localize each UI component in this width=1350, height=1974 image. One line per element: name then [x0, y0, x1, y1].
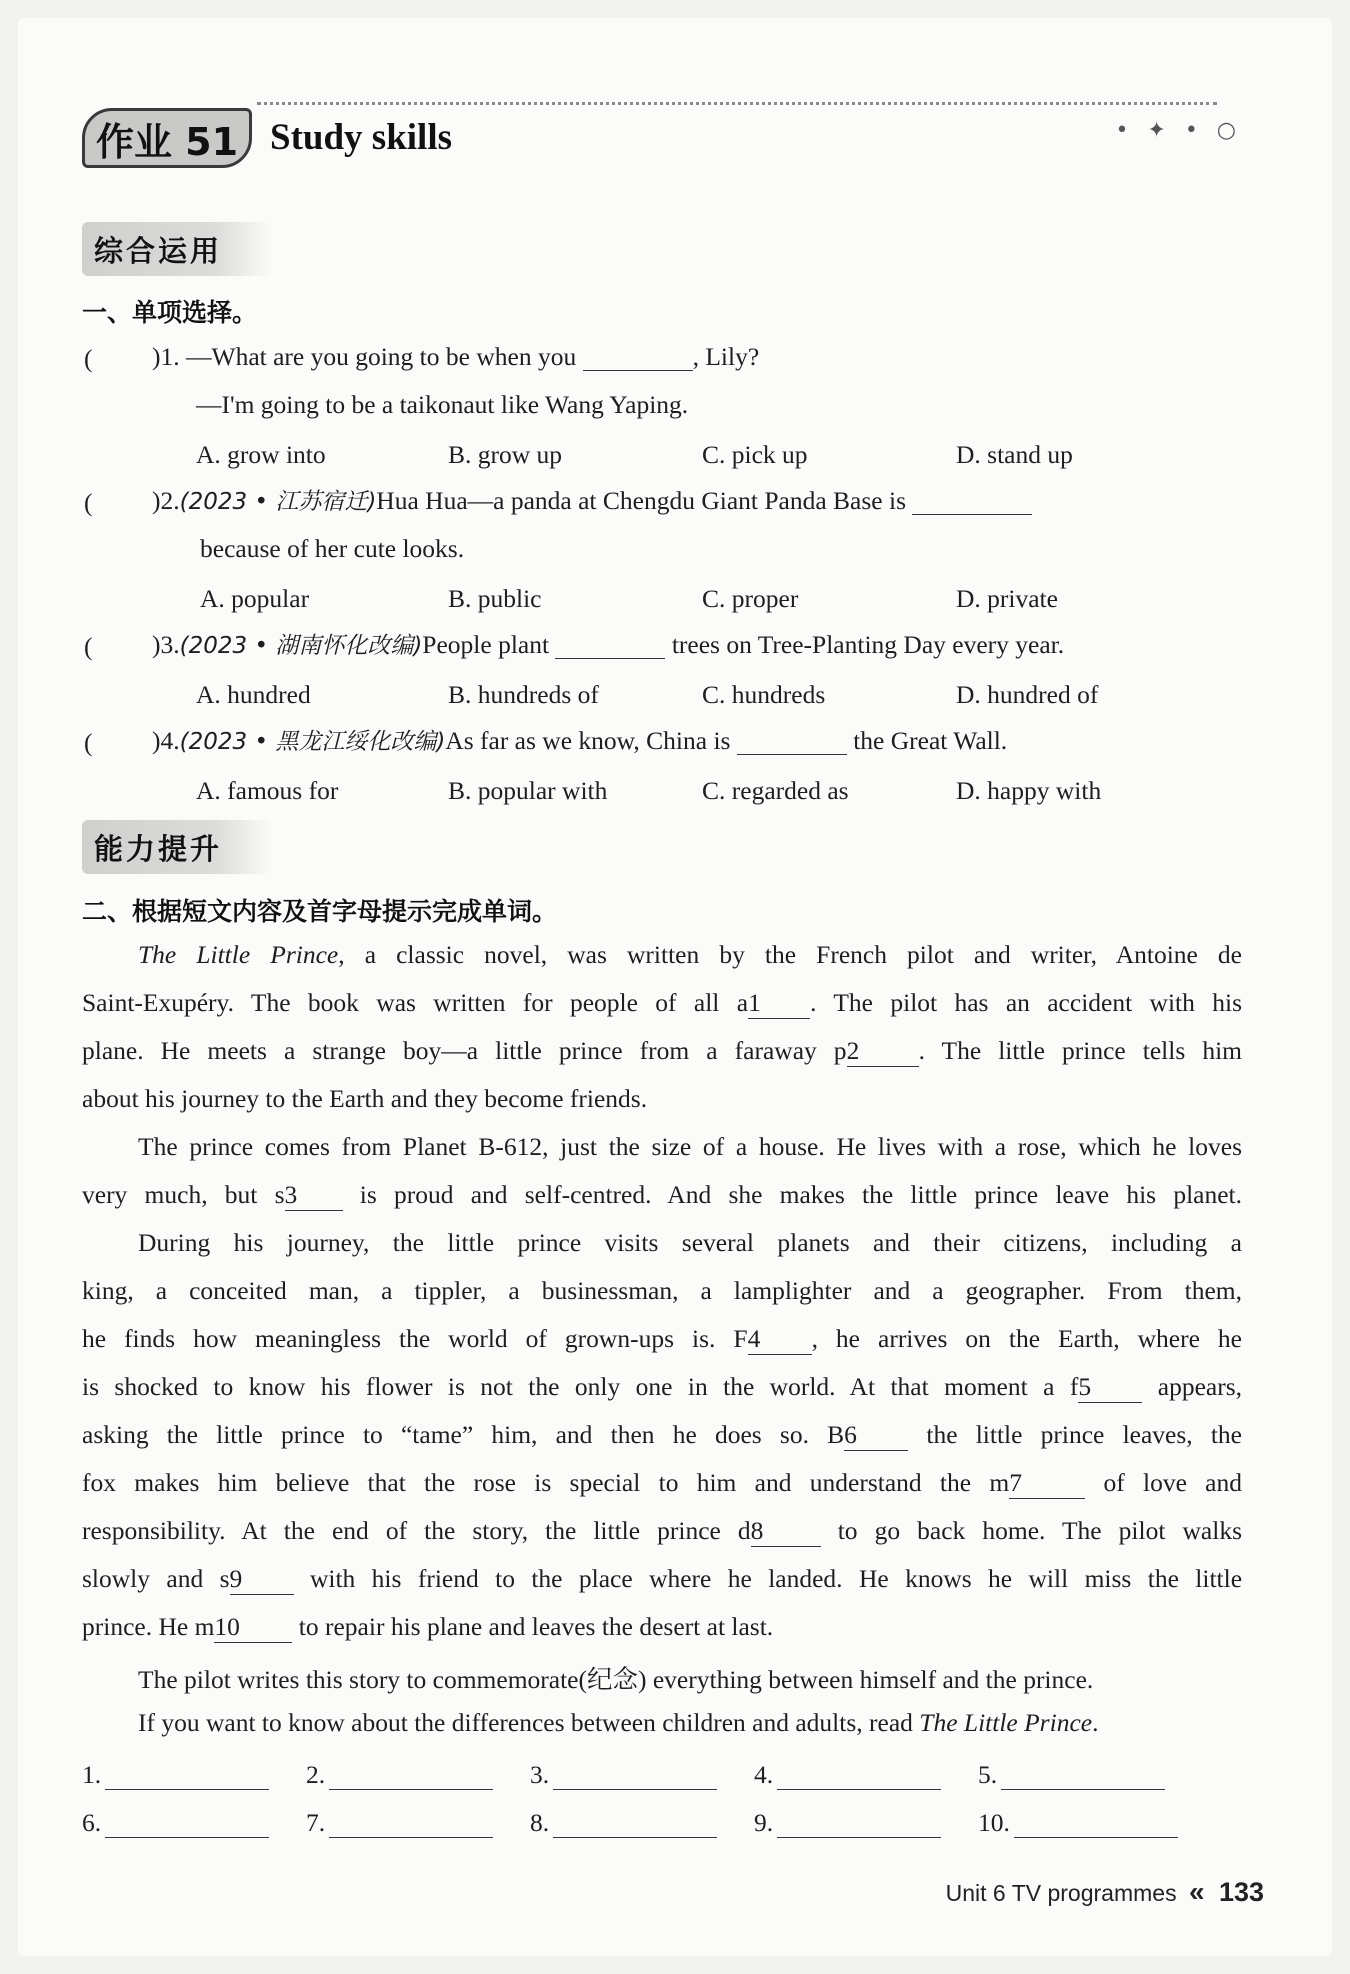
passage-p1-line4: about his journey to the Earth and they become friends. [82, 1084, 648, 1113]
passage-p1-line2 [82, 988, 1242, 1019]
double-chevron-icon: « [1188, 1876, 1205, 1907]
page-footer [946, 1876, 1264, 1908]
q3-stem: People plant [422, 630, 550, 659]
answer-line-7[interactable] [306, 1808, 493, 1838]
q1-number: )1. [152, 342, 180, 371]
passage-p1-line3 [82, 1036, 1242, 1067]
answer-line-10[interactable] [978, 1808, 1178, 1838]
p3-text: is shocked to know his flower is not the only one in the world. At that moment a f [82, 1372, 1079, 1401]
q1-stem-end: , Lily? [692, 342, 760, 371]
q4-stem: As far as we know, China is [445, 726, 731, 755]
sparkle-decoration: • ✦ • ○ [1115, 118, 1242, 143]
answer-field-5[interactable] [1001, 1767, 1165, 1790]
answer-line-8[interactable] [530, 1808, 717, 1838]
p3-text: , he arrives on the Earth, where he [811, 1324, 1242, 1353]
p3-text: with his friend to the place where he landed. He knows he will miss the little [309, 1564, 1243, 1593]
p3-text: prince. He m [82, 1612, 215, 1641]
blank-1[interactable]: 1 [748, 988, 810, 1019]
section2-heading: 二、根据短文内容及首字母提示完成单词。 [82, 897, 558, 926]
q3-blank[interactable] [555, 632, 665, 659]
answer-label-10: 10. [978, 1808, 1010, 1837]
answer-label-2: 2. [306, 1760, 326, 1789]
q2-stem: Hua Hua—a panda at Chengdu Giant Panda Base is [376, 486, 906, 515]
blank-4[interactable]: 4 [748, 1324, 812, 1355]
q4-option-d[interactable]: D. happy with [956, 776, 1102, 805]
q2-option-c[interactable]: C. proper [702, 584, 799, 613]
p2-text: very much, but s [82, 1180, 285, 1209]
p1-text: Saint-Exupéry. The book was written for people of all a [82, 988, 749, 1017]
blank-7[interactable]: 7 [1009, 1468, 1085, 1499]
p3-text: he finds how meaningless the world of grown-ups is. F [82, 1324, 748, 1353]
answer-label-7: 7. [306, 1808, 326, 1837]
blank-10[interactable]: 10 [214, 1612, 292, 1643]
answer-label-9: 9. [754, 1808, 774, 1837]
passage-p3-line7 [82, 1516, 1242, 1547]
q1-option-a[interactable]: A. grow into [196, 440, 326, 469]
q3-stem-end: trees on Tree-Planting Day every year. [671, 630, 1065, 659]
blank-8[interactable]: 8 [751, 1516, 821, 1547]
section-banner-advanced: 能力提升 [82, 820, 272, 874]
q1-blank[interactable] [583, 344, 693, 371]
answer-field-9[interactable] [777, 1815, 941, 1838]
q2-option-d[interactable]: D. private [956, 584, 1058, 613]
passage-p3-line9 [82, 1612, 1242, 1643]
book-title: The Little Prince [138, 940, 339, 969]
question-4 [152, 728, 1007, 755]
answer-label-1: 1. [82, 1760, 102, 1789]
answer-field-7[interactable] [329, 1815, 493, 1838]
answer-paren-2[interactable]: ( [84, 488, 93, 517]
q4-option-b[interactable]: B. popular with [448, 776, 608, 805]
header [82, 100, 1242, 180]
blank-5[interactable]: 5 [1078, 1372, 1142, 1403]
answer-field-6[interactable] [105, 1815, 269, 1838]
passage-p3-line1: During his journey, the little prince visits several planets and their citizens, including a [138, 1228, 1242, 1257]
answer-line-4[interactable] [754, 1760, 941, 1790]
p3-text: the little prince leaves, the [926, 1420, 1242, 1449]
q3-option-b[interactable]: B. hundreds of [448, 680, 599, 709]
question-2 [152, 488, 1032, 515]
answer-label-6: 6. [82, 1808, 102, 1837]
q1-stem: —What are you going to be when you [186, 342, 577, 371]
passage-p3-line5 [82, 1420, 1242, 1451]
p3-text: slowly and s [82, 1564, 230, 1593]
p3-text: to repair his plane and leaves the desert at last. [298, 1612, 774, 1641]
answer-paren-1[interactable]: ( [84, 344, 93, 373]
q1-option-c[interactable]: C. pick up [702, 440, 808, 469]
q1-line2: —I'm going to be a taikonaut like Wang Yaping. [196, 390, 689, 419]
q4-number: )4. [152, 726, 180, 755]
q4-blank[interactable] [737, 728, 847, 755]
passage-p2-line2 [82, 1180, 1242, 1211]
answer-field-1[interactable] [105, 1767, 269, 1790]
answer-paren-3[interactable]: ( [84, 632, 93, 661]
p3-text: responsibility. At the end of the story, the little prince d [82, 1516, 751, 1545]
p3-text: of love and [1103, 1468, 1243, 1497]
answer-paren-4[interactable]: ( [84, 728, 93, 757]
question-1 [152, 344, 759, 371]
q4-option-a[interactable]: A. famous for [196, 776, 339, 805]
answer-label-3: 3. [530, 1760, 550, 1789]
header-dotted-line [257, 102, 1217, 105]
passage-p3-line4 [82, 1372, 1242, 1403]
p3-text: asking the little prince to “tame” him, and then he does so. B [82, 1420, 845, 1449]
blank-3[interactable]: 3 [285, 1180, 343, 1211]
question-3 [152, 632, 1064, 659]
p3-text: appears, [1157, 1372, 1243, 1401]
p3-text: to go back home. The pilot walks [837, 1516, 1242, 1545]
answer-field-3[interactable] [553, 1767, 717, 1790]
answer-field-4[interactable] [777, 1767, 941, 1790]
unit-label: Unit 6 TV programmes [945, 1880, 1177, 1906]
answer-label-8: 8. [530, 1808, 550, 1837]
answer-line-1[interactable] [82, 1760, 269, 1790]
page-number: 133 [1218, 1877, 1264, 1907]
answer-field-2[interactable] [329, 1767, 493, 1790]
passage-p3-line3 [82, 1324, 1242, 1355]
blank-6[interactable]: 6 [844, 1420, 908, 1451]
q3-source: (2023 • 湖南怀化改编) [179, 633, 423, 659]
p1-text: plane. He meets a strange boy—a little prince from a faraway p [82, 1036, 847, 1065]
assignment-badge: 作业 51 [82, 108, 252, 168]
q1-option-d[interactable]: D. stand up [956, 440, 1073, 469]
q1-option-b[interactable]: B. grow up [448, 440, 563, 469]
q3-option-d[interactable]: D. hundred of [956, 680, 1099, 709]
answer-line-5[interactable] [978, 1760, 1165, 1790]
q2-line2: because of her cute looks. [200, 534, 465, 563]
answer-field-10[interactable] [1014, 1815, 1178, 1838]
passage-p3-line8 [82, 1564, 1242, 1595]
q4-source: (2023 • 黑龙江绥化改编) [179, 729, 446, 755]
passage-p3-line6 [82, 1468, 1242, 1499]
answer-line-6[interactable] [82, 1808, 269, 1838]
q4-stem-end: the Great Wall. [853, 726, 1008, 755]
p5-text: If you want to know about the differences between children and adults, read [138, 1708, 913, 1737]
answer-label-4: 4. [754, 1760, 774, 1789]
blank-9[interactable]: 9 [230, 1564, 294, 1595]
section1-heading: 一、单项选择。 [82, 298, 258, 327]
passage-p2-line1: The prince comes from Planet B-612, just the size of a house. He lives with a rose, which he loves [138, 1132, 1242, 1161]
q3-option-a[interactable]: A. hundred [196, 680, 311, 709]
p1-text: . The little prince tells him [918, 1036, 1242, 1065]
passage-p1-line1 [82, 940, 1242, 970]
answer-label-5: 5. [978, 1760, 998, 1789]
passage-p4: The pilot writes this story to commemorate(纪念) everything between himself and the prince. [138, 1665, 1094, 1694]
section-banner-comprehensive: 综合运用 [82, 222, 272, 276]
q2-option-b[interactable]: B. public [448, 584, 542, 613]
passage-p3-line2: king, a conceited man, a tippler, a businessman, a lamplighter and a geographer. From them, [82, 1276, 1242, 1305]
answer-line-9[interactable] [754, 1808, 941, 1838]
q2-number: )2. [152, 486, 180, 515]
answer-line-3[interactable] [530, 1760, 717, 1790]
q2-source: (2023 • 江苏宿迁) [179, 489, 377, 515]
p2-text: is proud and self-centred. And she makes the little prince leave his planet. [359, 1180, 1242, 1209]
p5-period: . [1092, 1708, 1099, 1737]
q2-blank[interactable] [912, 488, 1032, 515]
book-title-end: The Little Prince [919, 1708, 1093, 1737]
q4-option-c[interactable]: C. regarded as [702, 776, 849, 805]
p1-text: . The pilot has an accident with his [810, 988, 1242, 1017]
q3-number: )3. [152, 630, 180, 659]
p1-text: , a classic novel, was written by the French pilot and writer, Antoine de [338, 940, 1242, 969]
passage-p5 [82, 1708, 1242, 1738]
q2-option-a[interactable]: A. popular [200, 584, 310, 613]
page-title: Study skills [270, 117, 453, 158]
answer-line-2[interactable] [306, 1760, 493, 1790]
answer-field-8[interactable] [553, 1815, 717, 1838]
p3-text: fox makes him believe that the rose is special to him and understand the m [82, 1468, 1010, 1497]
q3-option-c[interactable]: C. hundreds [702, 680, 826, 709]
blank-2[interactable]: 2 [847, 1036, 919, 1067]
